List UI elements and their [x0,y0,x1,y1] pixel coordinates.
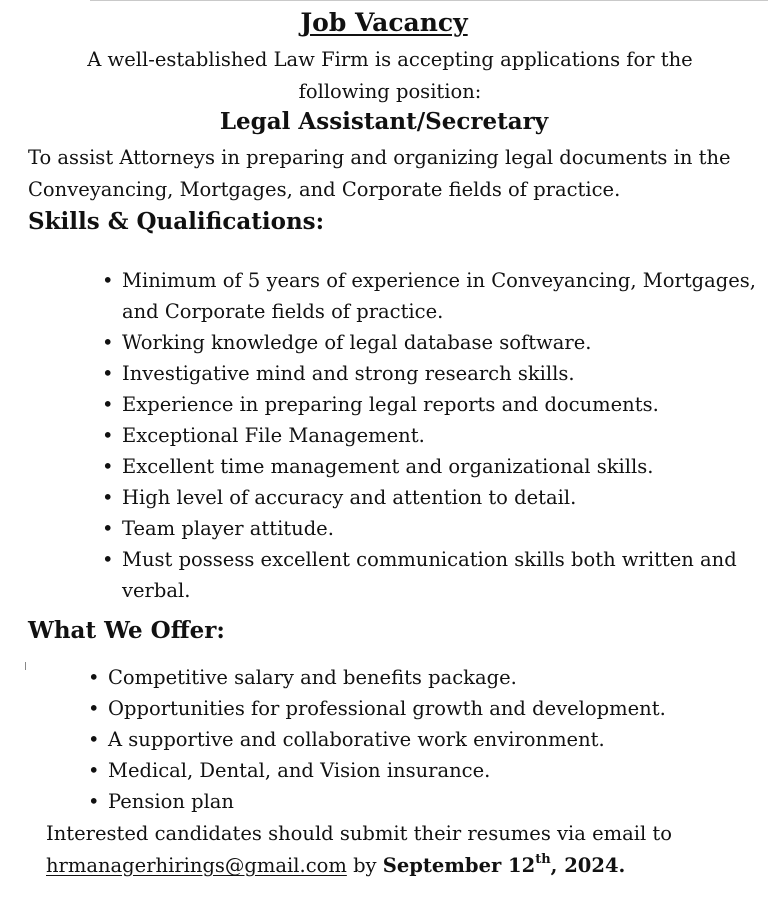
intro-text: A well-established Law Firm is accepting applications for the following position: [87,48,693,103]
offer-list [88,662,766,817]
deadline-date: September 12 [382,854,536,877]
list-item: • Must possess excellent communication skills both written and verbal. [102,544,762,606]
position-title: Legal Assistant/Secretary [219,108,549,135]
top-divider [90,0,768,1]
closing-text: Interested candidates should submit their resumes via email to [46,822,673,845]
list-item: • Medical, Dental, and Vision insurance. [88,755,766,786]
deadline [383,854,626,877]
list-item: • Competitive salary and benefits package. [88,662,766,693]
list-item: • A supportive and collaborative work environment. [88,724,766,755]
page-title: Job Vacancy [300,8,468,37]
list-item: • Team player attitude. [102,513,762,544]
list-item: • Investigative mind and strong research skills. [102,358,762,389]
margin-mark [25,662,26,670]
deadline-year: , 2024. [550,854,626,877]
email-link[interactable]: hrmanagerhirings@gmail.com [46,854,347,877]
list-item: • Experience in preparing legal reports and documents. [102,389,762,420]
list-item: • Pension plan [88,786,766,817]
list-item: • Excellent time management and organizational skills. [102,451,762,482]
list-item: • Exceptional File Management. [102,420,762,451]
offer-heading: What We Offer: [28,617,225,644]
list-item: • Minimum of 5 years of experience in Conveyancing, Mortgages, and Corporate fields of practice. [102,265,762,327]
deadline-ordinal: th [535,852,551,867]
skills-heading: Skills & Qualifications: [28,208,325,235]
list-item: • High level of accuracy and attention to detail. [102,482,762,513]
list-item: • Working knowledge of legal database software. [102,327,762,358]
skills-list [102,265,762,606]
closing-by: by [353,854,377,877]
position-description: To assist Attorneys in preparing and organizing legal documents in the Conveyancing, Mortgages, and Corporate fields of practice. [28,146,731,201]
list-item: • Opportunities for professional growth and development. [88,693,766,724]
application-instructions [46,818,761,882]
